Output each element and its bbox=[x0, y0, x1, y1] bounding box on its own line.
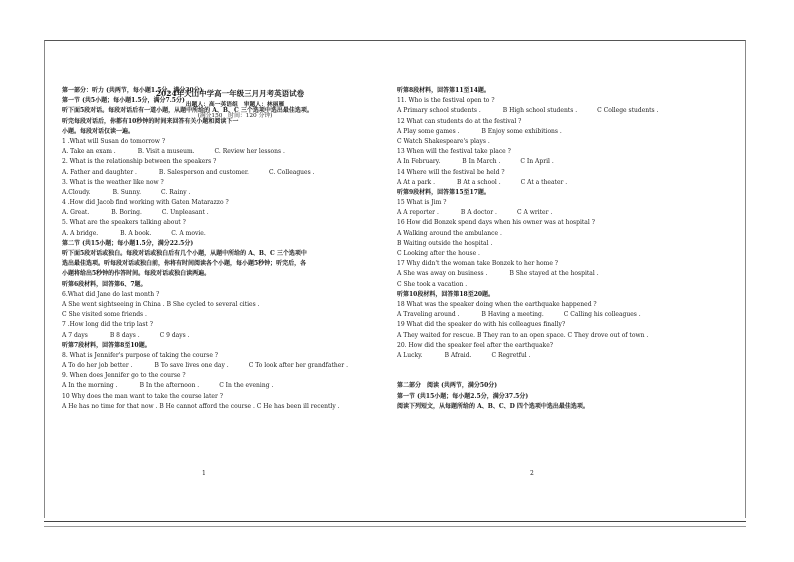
option-text: B Having a meeting. bbox=[481, 311, 544, 319]
option-text: A She was away on business . bbox=[397, 270, 488, 278]
page-number-right: 2 bbox=[530, 470, 534, 477]
option-row bbox=[62, 208, 362, 218]
option-text: B In the afternoon . bbox=[139, 382, 200, 390]
question-text: 7 .How long did the trip last ? bbox=[62, 321, 153, 329]
question-text: 9. When does Jennifer go to the course ? bbox=[62, 372, 186, 380]
section-heading: 小题。每段对话仅读一遍。 bbox=[62, 127, 135, 135]
section-heading: 小题将给出5秒钟的作答时间。每段对话或独白读两遍。 bbox=[62, 270, 211, 278]
question-text: A They waited for rescue. B They ran to an open space. C They drove out of town . bbox=[397, 331, 649, 339]
option-text: A In the morning . bbox=[62, 382, 118, 390]
option-text: C College students . bbox=[597, 107, 659, 115]
section-heading: 听第7段材料，回答第8至10题。 bbox=[62, 341, 151, 349]
question-text: 10 Why does the man want to take the course later ? bbox=[62, 392, 223, 400]
option-row bbox=[62, 188, 362, 198]
option-text: C. Colleagues . bbox=[268, 168, 315, 176]
section-heading: 选出最佳选项。听每段对话或独白前，你将有时间阅读各个小题，每小题5秒钟；听完后，各 bbox=[62, 260, 307, 268]
option-text: A To do her job better . bbox=[62, 362, 133, 370]
question-text: 18 What was the speaker doing when the earthquake happened ? bbox=[397, 300, 597, 308]
section-heading: 第二部分 阅读 (共两节，满分50分) bbox=[397, 382, 498, 390]
option-row bbox=[62, 147, 362, 157]
section-heading: 听第9段材料，回答第15至17题。 bbox=[397, 188, 490, 196]
option-row bbox=[62, 361, 362, 371]
question-text: 17 Why didn't the woman take Bonzek to her home ? bbox=[397, 260, 559, 268]
option-text: B A doctor . bbox=[460, 209, 497, 217]
option-text: B. Sunny. bbox=[112, 188, 142, 196]
section-heading: 听完每段对话后，你都有10秒钟的时间来回答有关小题和阅读下一 bbox=[62, 117, 239, 125]
option-text: A In February. bbox=[397, 158, 441, 166]
option-text: B 8 days . bbox=[109, 331, 140, 339]
option-text: C Regretful . bbox=[491, 351, 531, 359]
option-text: B To save lives one day . bbox=[154, 362, 229, 370]
option-text: C To look after her grandfather . bbox=[248, 362, 348, 370]
question-text: A She went sightseeing in China . B She cycled to several cities . bbox=[62, 300, 260, 308]
bottom-rule bbox=[44, 521, 746, 522]
option-text: C In April . bbox=[520, 158, 554, 166]
option-row bbox=[62, 229, 362, 239]
option-text: B. A book. bbox=[120, 229, 152, 237]
left-column bbox=[62, 86, 362, 412]
section-heading: 第二节 (共15小题；每小题1.5分，满分22.5分) bbox=[62, 239, 194, 247]
option-row bbox=[397, 178, 697, 188]
question-text: 19 What did the speaker do with his colleagues finally? bbox=[397, 321, 566, 329]
section-heading: 听第10段材料，回答第18至20题。 bbox=[397, 290, 495, 298]
option-text: C. Rainy . bbox=[161, 188, 191, 196]
option-row bbox=[62, 331, 362, 341]
option-text: C. A movie. bbox=[171, 229, 206, 237]
option-text: C. Review her lessons . bbox=[214, 148, 285, 156]
section-heading: 听下面5段对话。每段对话后有一道小题，从题中所给的 A、B、C 三个选项中选出最佳选项。 bbox=[62, 107, 313, 115]
section-heading: 阅读下列短文，从每题所给的 A、B、C、D 四个选项中选出最佳选项。 bbox=[397, 402, 589, 410]
right-column bbox=[397, 86, 697, 412]
question-text: 13 When will the festival take place ? bbox=[397, 148, 511, 156]
exam-score-time: (满分150 时间：120 分钟) bbox=[197, 113, 273, 119]
option-text: A.Cloudy. bbox=[62, 188, 91, 196]
option-text: A A reporter . bbox=[397, 209, 439, 217]
question-text: C She took a vacation . bbox=[397, 280, 468, 288]
option-text: A. Take an exam . bbox=[62, 148, 116, 156]
option-text: C. Unpleasant . bbox=[161, 209, 209, 217]
question-text: 1 .What will Susan do tomorrow ? bbox=[62, 137, 166, 145]
option-text: A 7 days bbox=[62, 331, 88, 339]
option-row bbox=[62, 381, 362, 391]
option-row bbox=[397, 127, 697, 137]
option-text: B At a school . bbox=[457, 178, 501, 186]
question-text: 16 How did Bonzek spend days when his owner was at hospital ? bbox=[397, 219, 595, 227]
question-text: 4 .How did Jacob find working with Gaten Matarazzo ? bbox=[62, 199, 229, 207]
option-text: B. Salesperson and customer. bbox=[158, 168, 249, 176]
option-text: A At a park . bbox=[397, 178, 436, 186]
option-text: C Calling his colleagues . bbox=[563, 311, 641, 319]
option-row bbox=[62, 168, 362, 178]
option-row bbox=[397, 269, 697, 279]
question-text: A He has no time for that now . B He cannot afford the course . C He has been ill recently . bbox=[62, 402, 340, 410]
option-text: C In the evening . bbox=[219, 382, 274, 390]
option-text: B High school students . bbox=[502, 107, 578, 115]
option-text: C 9 days . bbox=[159, 331, 190, 339]
option-text: B. Boring. bbox=[111, 209, 142, 217]
question-text: 11. Who is the festival open to ? bbox=[397, 97, 495, 105]
option-text: B Afraid. bbox=[444, 351, 472, 359]
option-text: B She stayed at the hospital . bbox=[509, 270, 599, 278]
question-text: C Looking after the house . bbox=[397, 250, 480, 257]
option-text: B Enjoy some exhibitions . bbox=[481, 127, 562, 135]
exam-title: 2024年天山中学高一年级三月月考英语试卷 bbox=[155, 89, 305, 98]
question-text: 12 What can students do at the festival ? bbox=[397, 117, 522, 125]
option-text: A Lucky. bbox=[397, 351, 423, 359]
question-text: 14 Where will the festival be held ? bbox=[397, 168, 505, 176]
exam-authors: 出题人：高一英语组 审题人：林丽雁 bbox=[185, 102, 285, 108]
option-row bbox=[397, 310, 697, 320]
option-text: C At a theater . bbox=[520, 178, 568, 186]
question-text: 3. What is the weather like now ? bbox=[62, 178, 164, 186]
option-row bbox=[397, 157, 697, 167]
section-heading: 听第8段材料，回答第11至14题。 bbox=[397, 87, 490, 94]
option-text: B. Visit a museum. bbox=[137, 148, 195, 156]
section-heading: 听第6段材料，回答第6、7题。 bbox=[62, 280, 147, 288]
section-heading: 第一节 (共5小题；每小题1.5分，满分7.5分) bbox=[62, 97, 185, 105]
section-heading: 第一部分：听力 (共两节，每小题1.5分，满分30分) bbox=[62, 87, 203, 94]
question-text: C She visited some friends . bbox=[62, 311, 147, 319]
option-text: C A writer . bbox=[516, 209, 553, 217]
question-text bbox=[397, 371, 697, 381]
option-text: B In March . bbox=[462, 158, 501, 166]
question-text: 8. What is Jennifer's purpose of taking the course ? bbox=[62, 351, 218, 359]
option-text: A. Great. bbox=[62, 209, 90, 217]
section-heading: 第一节 (共15小题；每小题2.5分，满分37.5分) bbox=[397, 392, 529, 400]
option-text: A. A bridge. bbox=[62, 229, 99, 237]
section-heading: 听下面5段对话或独白。每段对话或独白后有几个小题，从题中所给的 A、B、C 三个选项中 bbox=[62, 250, 307, 257]
option-row bbox=[397, 106, 697, 116]
question-text: 6.What did Jane do last month ? bbox=[62, 290, 160, 298]
option-row bbox=[397, 351, 697, 361]
question-text bbox=[397, 361, 697, 371]
option-text: A. Father and daughter . bbox=[62, 168, 137, 176]
question-text: 2. What is the relationship between the speakers ? bbox=[62, 158, 217, 166]
question-text: 5. What are the speakers talking about ? bbox=[62, 219, 186, 227]
question-text: 15 What is Jim ? bbox=[397, 199, 447, 207]
option-row bbox=[397, 208, 697, 218]
question-text: C Watch Shakespeare's plays . bbox=[397, 137, 490, 145]
page-number-left: 1 bbox=[202, 470, 206, 477]
option-text: A Traveling around . bbox=[397, 311, 460, 319]
question-text: B Waiting outside the hospital . bbox=[397, 239, 493, 247]
question-text: 20. How did the speaker feel after the earthquake? bbox=[397, 341, 553, 349]
option-text: A Primary school students . bbox=[397, 107, 481, 115]
question-text: A Walking around the ambulance . bbox=[397, 229, 502, 237]
option-text: A Play some games . bbox=[397, 127, 460, 135]
bottom-rule-thin bbox=[44, 526, 746, 527]
